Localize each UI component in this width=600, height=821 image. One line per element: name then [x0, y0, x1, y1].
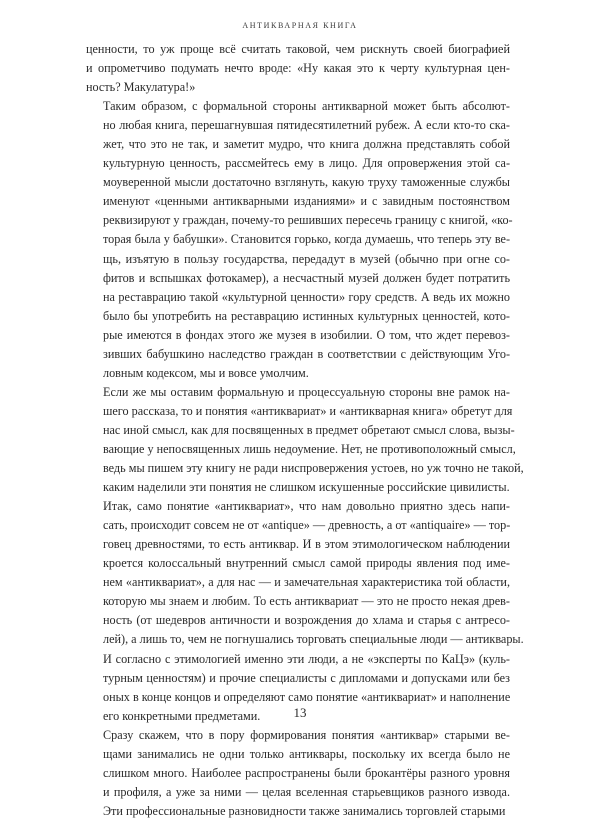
text-line: реквизируют у граждан, почему-то решивших пересечь границу с книгой, «ко- [103, 213, 513, 228]
text-line: жет, что это не так, и заметит мудро, что книга должна представлять собой [103, 137, 510, 152]
text-line: вающие у непосвященных лишь недоумение. Нет, не противоположный смысл, [103, 441, 516, 456]
text-line: торая была у бабушки». Становится горько, когда думаешь, что теперь эту ве- [103, 232, 510, 247]
text-line: и профиля, а уже за ними — целая вселенная старьевщиков разного извода. [103, 784, 510, 799]
text-line: оных в конце концов и определяют само понятие «антиквариат» и наполнение [103, 689, 511, 704]
text-line: говец древностями, то есть антиквар. И в этом этимологическом наблюдении [103, 537, 510, 552]
text-line: нем «антиквариат», а для нас — и замечательная характеристика той области, [103, 575, 510, 590]
running-header: АНТИКВАРНАЯ КНИГА [242, 21, 358, 30]
text-line: на реставрацию такой «культурной ценности» гору средств. А ведь их можно [103, 289, 510, 304]
paragraph [86, 97, 513, 383]
text-line: Итак, само понятие «антиквариат», что нам довольно приятно здесь напи- [103, 499, 510, 514]
text-line: ность? Макулатура!» [86, 80, 196, 95]
text-line: щами занимались не одни только антиквары, поскольку их всегда было не [103, 746, 510, 761]
text-line: фитов и вспышках фотокамер), а несчастный музей должен будет потратить [103, 270, 510, 285]
text-line: ность (от шедевров античности и возрождения до хлама и старья с антресо- [103, 613, 510, 628]
paragraph [86, 40, 510, 97]
text-line: его конкретными предметами. [103, 708, 261, 723]
text-line: ловным кодексом, мы и вовсе умолчим. [103, 365, 309, 380]
text-line: было бы употребить на реставрацию истинных культурных ценностей, кото- [103, 308, 510, 323]
text-line: Таким образом, с формальной стороны антикварной может быть абсолют- [103, 99, 510, 114]
paragraph [86, 383, 524, 497]
text-line: Эти профессиональные разновидности также занимались торговлей старыми [103, 803, 506, 818]
text-line: кроется колоссальный внутренний смысл самой природы явления под име- [103, 556, 510, 571]
text-line: сать, происходит совсем не от «antique» — древность, а от «antiquaire» — тор- [103, 518, 511, 533]
text-line: зивших бабушкино наследство граждан в соответствии с действующим Уго- [103, 346, 510, 361]
text-line: турным ценностям) и прочие специалисты с дипломами и допусками или без [103, 670, 510, 685]
text-line: культурную ценность, рассмейтесь ему в лицо. Для опровержения этой са- [103, 156, 510, 171]
paragraph [86, 497, 524, 726]
text-line: шего рассказа, то и понятия «антиквариат» и «антикварная книга» обретут для [103, 403, 513, 418]
text-line: именуют «ценными антикварными изданиями» и с завидным постоянством [103, 194, 510, 209]
text-line: И согласно с этимологией именно эти люди, а не «эксперты по КаЦэ» (куль- [103, 651, 510, 666]
text-line: но любая книга, перешагнувшая пятидесятилетний рубеж. А если кто-то ска- [103, 118, 510, 133]
body-text [86, 40, 524, 821]
text-line: каким наделили эти понятия не слишком искушенные российские цивилисты. [103, 480, 510, 495]
paragraph [86, 726, 510, 821]
text-line: щь, изъятую в пользу государства, передадут в музей (обычно при огне со- [103, 251, 510, 266]
text-line: Если же мы оставим формальную и процессуальную стороны вне рамок на- [103, 384, 510, 399]
text-line: которую мы знаем и любим. То есть антиквариат — это не просто некая древ- [103, 594, 510, 609]
text-line: моуверенной мысли достаточно взглянуть, какую труху таможенные службы [103, 175, 510, 190]
page-number: 13 [293, 705, 307, 720]
text-line: лей), а лишь то, чем не погнушались торговать специальные люди — антиквары. [103, 632, 524, 647]
text-line: ценности, то уж проще всё считать таковой, чем рискнуть своей биографией [86, 42, 510, 56]
text-line: Сразу скажем, что в пору формирования понятия «антиквар» старыми ве- [103, 727, 510, 742]
text-line: нас иной смысл, как для посвященных в предмет обретают смысл слова, вызы- [103, 422, 515, 437]
text-line: слишком много. Наиболее распространены были брокантёры разного уровня [103, 765, 510, 780]
text-line: ведь мы пишем эту книгу не ради ниспровержения устоев, но уж точно не такой, [103, 461, 524, 476]
text-line: рые имеются в фондах этого же музея в изобилии. О том, что ждет перевоз- [103, 327, 510, 342]
text-line: и опрометчиво подумать нечто вроде: «Ну какая это к черту культурная цен- [86, 61, 510, 76]
